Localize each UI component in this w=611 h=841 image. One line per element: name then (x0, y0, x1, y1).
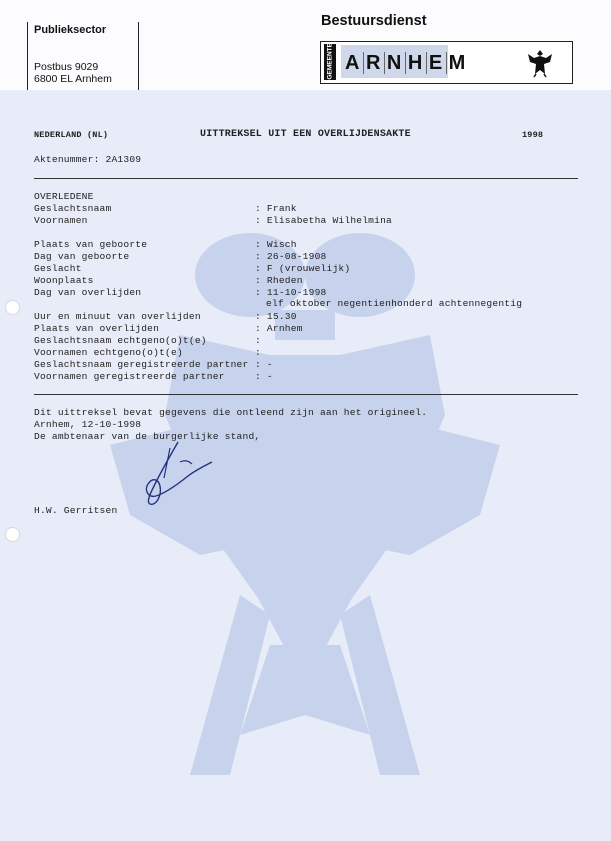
field-value: : F (vrouwelijk) (255, 263, 351, 274)
logo-letter: H (406, 52, 427, 74)
logo-letter: A (343, 52, 364, 74)
gemeente-label: GEMEENTE (324, 44, 336, 80)
logo-letter: E (427, 52, 447, 74)
field-value: : Arnhem (255, 323, 303, 334)
field-label: Uur en minuut van overlijden (34, 311, 201, 322)
field-value: : 26-08-1908 (255, 251, 327, 262)
punch-hole (5, 300, 20, 315)
field-value: : Rheden (255, 275, 303, 286)
field-value: : 15.30 (255, 311, 297, 322)
field-value: : - (255, 371, 273, 382)
field-label: Woonplaats (34, 275, 94, 286)
field-value: : (255, 335, 261, 346)
field-value: : Elisabetha Wilhelmina (255, 215, 393, 226)
field-label: Dag van overlijden (34, 287, 142, 298)
municipality-logo-box (320, 41, 573, 84)
section-heading: OVERLEDENE (34, 191, 94, 202)
logo-letter: N (385, 52, 406, 74)
field-value: : Frank (255, 203, 297, 214)
service-name: Bestuursdienst (321, 13, 427, 29)
field-label: Plaats van overlijden (34, 323, 160, 334)
divider (34, 178, 578, 179)
certification-statement: Dit uittreksel bevat gegevens die ontleend zijn aan het origineel. (34, 407, 428, 418)
date-in-words: elf oktober negentienhonderd achtennegentig (266, 298, 523, 309)
official-title: De ambtenaar van de burgerlijke stand, (34, 431, 261, 442)
document-title: UITTREKSEL UIT EEN OVERLIJDENSAKTE (200, 129, 411, 140)
field-label: Dag van geboorte (34, 251, 130, 262)
field-value: : (255, 347, 261, 358)
akte-number: Aktenummer: 2A1309 (34, 154, 142, 165)
logo-letter: R (364, 52, 385, 74)
field-label: Plaats van geboorte (34, 239, 148, 250)
postbus: Postbus 9029 (34, 61, 99, 73)
place-date: Arnhem, 12-10-1998 (34, 419, 142, 430)
field-label: Geslacht (34, 263, 82, 274)
field-label: Voornamen echtgeno(o)t(e) (34, 347, 183, 358)
letterhead-rule (27, 22, 28, 90)
postal-city: 6800 EL Arnhem (34, 73, 112, 85)
eagle-crest-icon (526, 48, 554, 78)
letterhead-rule (138, 22, 139, 90)
divider (34, 394, 578, 395)
field-label: Geslachtsnaam echtgeno(o)t(e) (34, 335, 207, 346)
field-value: : Wisch (255, 239, 297, 250)
signatory-name: H.W. Gerritsen (34, 505, 118, 516)
field-value: : 11-10-1998 (255, 287, 327, 298)
field-value: : - (255, 359, 273, 370)
country-code: NEDERLAND (NL) (34, 130, 109, 140)
field-label: Geslachtsnaam (34, 203, 112, 214)
logo-letter: M (448, 52, 467, 74)
department-name: Publieksector (34, 24, 107, 36)
document-year: 1998 (522, 130, 544, 140)
field-label: Voornamen geregistreerde partner (34, 371, 225, 382)
field-label: Voornamen (34, 215, 88, 226)
signature-icon (118, 438, 218, 508)
field-label: Geslachtsnaam geregistreerde partner (34, 359, 249, 370)
punch-hole (5, 527, 20, 542)
